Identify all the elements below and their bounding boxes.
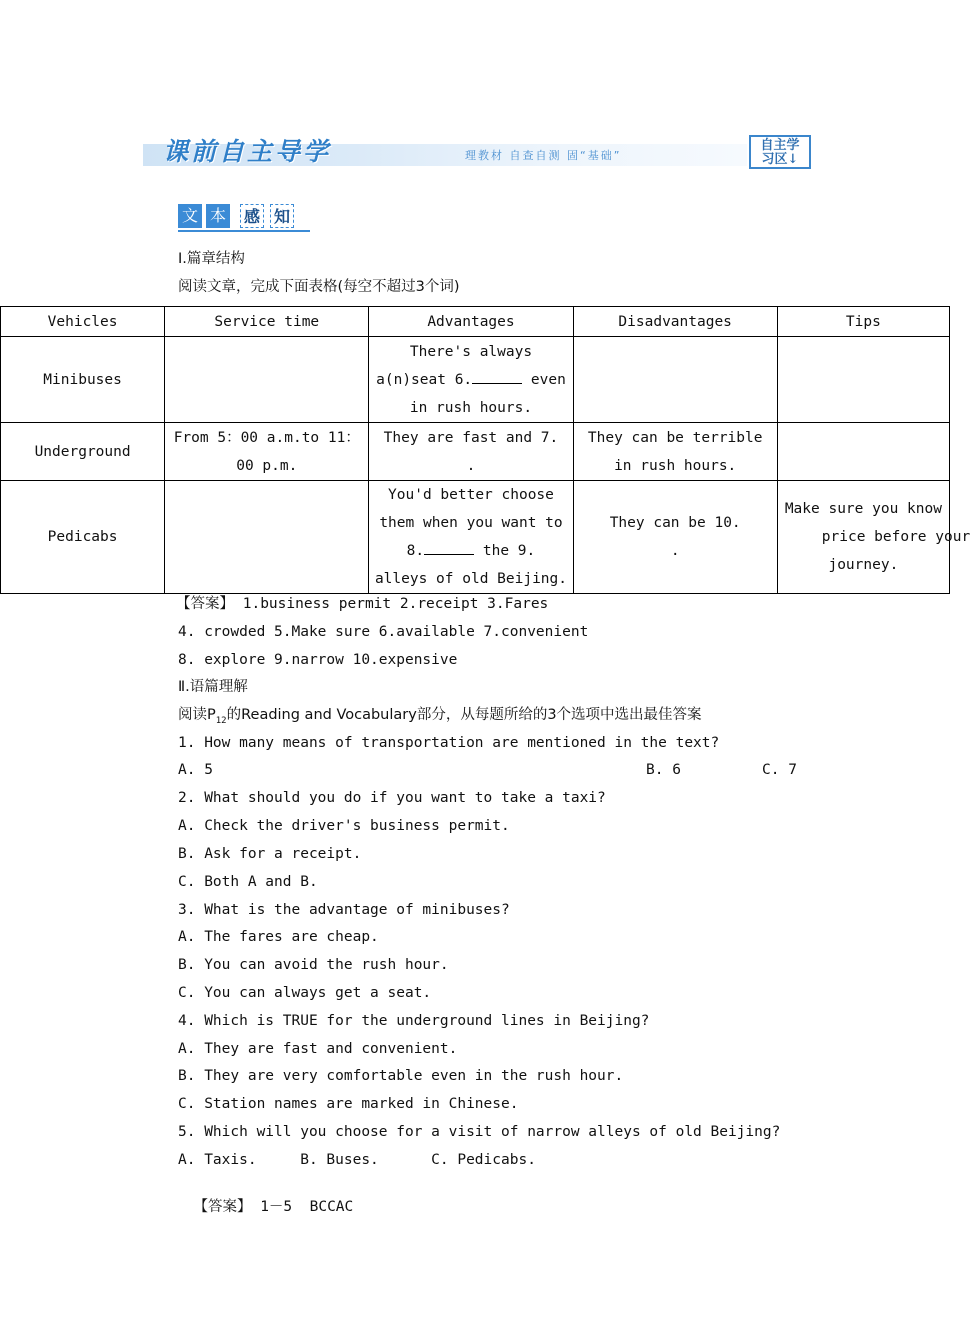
q3-option-c: C. You can always get a seat.: [178, 985, 432, 1001]
cell-service: [165, 423, 369, 481]
cell-vehicle: Underground: [1, 423, 165, 481]
answers1-line1-wrap: [176, 594, 548, 614]
banner-badge: [749, 135, 811, 169]
table-header-row: [1, 307, 950, 337]
answer-label: 【答案】: [176, 596, 234, 612]
cell-line: There's always: [409, 343, 533, 360]
cell-line: 00 p.m.: [236, 457, 298, 474]
cell-disadvantages: [573, 481, 777, 594]
cell-line: They can be 10.: [609, 515, 741, 531]
header-advantages: Advantages: [369, 307, 573, 337]
q5-options: A. Taxis. B. Buses. C. Pedicabs.: [178, 1152, 536, 1168]
q3-option-a: A. The fares are cheap.: [178, 929, 379, 945]
header-service-time: Service time: [165, 307, 369, 337]
answers2-wrap: [176, 1177, 353, 1217]
blank-8: [424, 538, 474, 555]
cell-tips: [777, 337, 949, 423]
cell-line: From 5：00 a.m.to 11：: [173, 429, 360, 446]
cell-line: 8.: [406, 543, 425, 559]
cell-line: alleys of old Beijing.: [374, 571, 567, 587]
tag-char-2: 本: [206, 204, 230, 228]
tag-char-3: 感: [240, 204, 264, 228]
cell-vehicle: Pedicabs: [1, 481, 165, 594]
q1-option-a: A. 5: [178, 762, 213, 778]
question-5: 5. Which will you choose for a visit of narrow alleys of old Beijing?: [178, 1124, 781, 1140]
answers1-line1: 1.business permit 2.receipt 3.Fares: [242, 596, 549, 612]
cell-line: price before your: [821, 529, 970, 545]
cell-advantages: [369, 481, 573, 594]
instruction-b: 的Reading and Vocabulary部分，从每题所给的3个选项中选出最佳答案: [226, 707, 702, 723]
q3-option-b: B. You can avoid the rush hour.: [178, 957, 449, 973]
cell-advantages: [369, 423, 573, 481]
q4-option-b: B. They are very comfortable even in the rush hour.: [178, 1068, 624, 1084]
badge-line2-wrap: [751, 153, 809, 167]
part2-instruction: [178, 705, 702, 731]
vehicles-table: [0, 306, 970, 594]
banner-subtitle: 理教材 自查自测 固“基础”: [465, 149, 622, 162]
instruction-page: 12: [215, 715, 227, 726]
answers2-text: 1－5 BCCAC: [251, 1199, 354, 1215]
section-banner: [143, 132, 815, 172]
question-3: 3. What is the advantage of minibuses?: [178, 902, 510, 918]
answers1-line2: 4. crowded 5.Make sure 6.available 7.convenient: [178, 624, 589, 640]
section-tag: [178, 204, 310, 234]
cell-tips: [777, 481, 970, 594]
cell-line: in rush hours.: [614, 457, 737, 474]
cell-advantages: [369, 337, 573, 423]
q1-option-c: C. 7: [762, 762, 797, 778]
header-vehicles: Vehicles: [1, 307, 165, 337]
blank-6: [472, 367, 522, 384]
cell-service: [165, 481, 369, 594]
q2-option-c: C. Both A and B.: [178, 874, 318, 890]
part2-heading: Ⅱ.语篇理解: [178, 679, 248, 695]
part1-instruction: 阅读文章，完成下面表格(每空不超过3个词): [178, 279, 460, 295]
cell-line: .: [466, 457, 476, 474]
part1-heading: Ⅰ.篇章结构: [178, 251, 245, 267]
table-row: [1, 481, 950, 594]
cell-disadvantages: [573, 423, 777, 481]
table-row: [1, 423, 950, 481]
cell-line-wrap: [373, 537, 568, 565]
answers1-line3: 8. explore 9.narrow 10.expensive: [178, 652, 458, 668]
cell-line: them when you want to: [379, 515, 563, 531]
tag-char-1: 文: [178, 204, 202, 228]
cell-line: in rush hours.: [409, 399, 533, 416]
q4-option-c: C. Station names are marked in Chinese.: [178, 1096, 519, 1112]
badge-line1: 自主学: [760, 138, 800, 153]
q2-option-b: B. Ask for a receipt.: [178, 846, 362, 862]
cell-line: They can be terrible: [587, 429, 763, 446]
header-tips: Tips: [777, 307, 949, 337]
q2-option-a: A. Check the driver's business permit.: [178, 818, 510, 834]
cell-line: .: [670, 543, 680, 559]
cell-service: [165, 337, 369, 423]
question-4: 4. Which is TRUE for the underground lines in Beijing?: [178, 1013, 650, 1029]
cell-line: journey.: [828, 557, 899, 573]
question-2: 2. What should you do if you want to take a taxi?: [178, 790, 606, 806]
cell-tips: [777, 423, 949, 481]
cell-line: a(n)seat 6.: [376, 371, 473, 388]
table-row: [1, 337, 950, 423]
header-disadvantages: Disadvantages: [573, 307, 777, 337]
q4-option-a: A. They are fast and convenient.: [178, 1041, 458, 1057]
arrow-down-icon: ↓: [787, 152, 799, 167]
cell-line: the 9.: [482, 543, 536, 559]
tag-char-4: 知: [270, 204, 294, 228]
cell-vehicle: Minibuses: [1, 337, 165, 423]
cell-line: They are fast and 7.: [383, 429, 559, 446]
answer-label: 【答案】: [193, 1199, 252, 1215]
q1-option-b: B. 6: [646, 762, 681, 778]
tag-underline: [178, 230, 310, 232]
cell-line: Make sure you know: [784, 501, 942, 517]
question-1: 1. How many means of transportation are mentioned in the text?: [178, 735, 720, 751]
cell-line: You'd better choose: [388, 487, 554, 503]
cell-line: even: [530, 371, 566, 388]
banner-title: 课前自主导学: [163, 137, 332, 166]
cell-disadvantages: [573, 337, 777, 423]
badge-line2: 习区: [761, 152, 788, 167]
cell-line-wrap: [373, 366, 568, 394]
instruction-a: 阅读P: [178, 707, 216, 723]
